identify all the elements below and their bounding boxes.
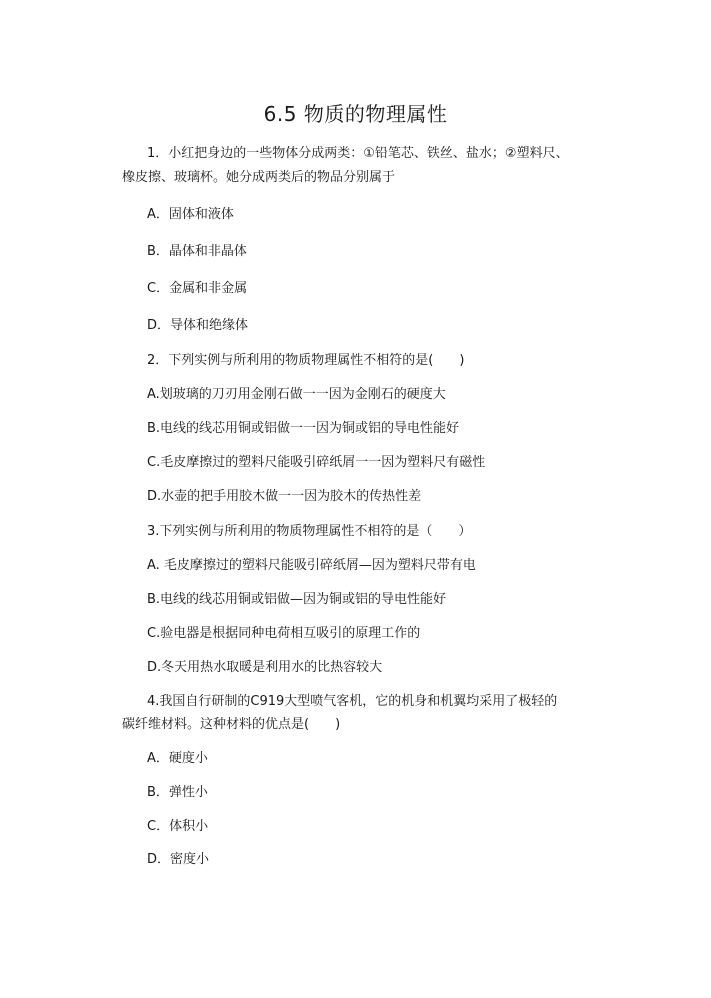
question-4-stem-continued: 碳纤维材料。这种材料的优点是( )	[122, 717, 341, 732]
question-1-option-b: B．晶体和非晶体	[147, 244, 247, 259]
question-2-option-a: A.划玻璃的刀刃用金刚石做一一因为金刚石的硬度大	[147, 387, 446, 402]
question-2-stem: 2．下列实例与所利用的物质物理属性不相符的是( )	[147, 353, 465, 368]
question-3-option-c: C.验电器是根据同种电荷相互吸引的原理工作的	[147, 626, 421, 641]
question-1-option-a: A．固体和液体	[147, 207, 234, 222]
question-1-stem: 1．小红把身边的一些物体分成两类：①铅笔芯、铁丝、盐水；②塑料尺、	[147, 146, 569, 161]
question-2-option-b: B.电线的线芯用铜或铝做一一因为铜或铝的导电性能好	[147, 421, 460, 436]
question-2-option-c: C.毛皮摩擦过的塑料尺能吸引碎纸屑一一因为塑料尺有磁性	[147, 455, 486, 470]
question-1-stem-continued: 橡皮擦、玻璃杯。她分成两类后的物品分别属于	[122, 170, 396, 185]
question-4-option-c: C．体积小	[147, 819, 209, 834]
question-3-option-a: A. 毛皮摩擦过的塑料尺能吸引碎纸屑—因为塑料尺带有电	[147, 558, 476, 573]
question-4-stem: 4.我国自行研制的C919大型喷气客机，它的机身和机翼均采用了极轻的	[147, 694, 558, 709]
question-1-option-c: C．金属和非金属	[147, 281, 248, 296]
question-2-option-d: D.水壶的把手用胶木做一一因为胶木的传热性差	[147, 489, 422, 504]
question-4-option-b: B．弹性小	[147, 785, 208, 800]
question-3-option-d: D.冬天用热水取暖是利用水的比热容较大	[147, 660, 383, 675]
question-4-option-a: A．硬度小	[147, 751, 208, 766]
question-3-option-b: B.电线的线芯用铜或铝做—因为铜或铝的导电性能好	[147, 592, 447, 607]
question-3-stem: 3.下列实例与所利用的物质物理属性不相符的是（ ）	[147, 524, 472, 539]
question-1-option-d: D．导体和绝缘体	[147, 318, 249, 333]
question-4-option-d: D．密度小	[147, 852, 210, 867]
page-title: 6.5 物质的物理属性	[263, 102, 448, 126]
